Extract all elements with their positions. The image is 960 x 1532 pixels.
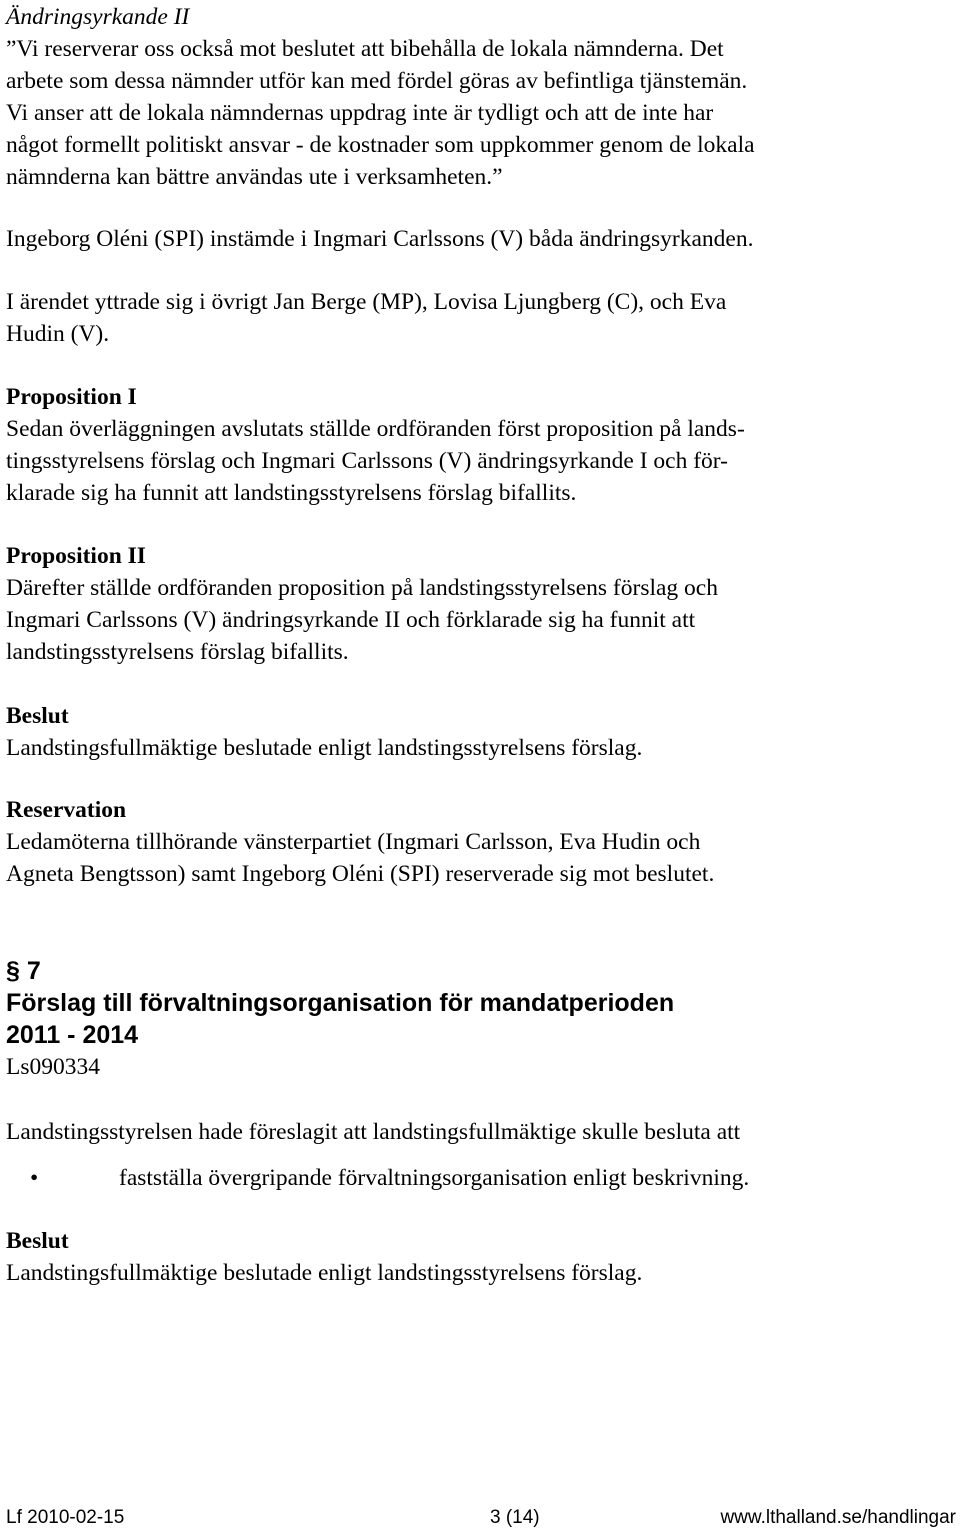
proposition-1-section [6,381,956,509]
item-7-bullet-list [6,1162,956,1194]
decision-1-heading: Beslut [6,703,69,729]
others-line: I ärendet yttrade sig i övrigt Jan Berge (MP), Lovisa Ljungberg (C), och Eva [6,289,727,315]
proposition-2-line: Ingmari Carlssons (V) ändringsyrkande II och förklarade sig ha funnit att [6,607,696,633]
amendment-title: Ändringsyrkande II [6,4,190,30]
proposition-1-heading: Proposition I [6,384,137,410]
item-7-title-line: Förslag till förvaltningsorganisation för mandatperioden [6,989,675,1017]
proposition-2-heading: Proposition II [6,543,146,569]
item-7-intro-paragraph [6,1116,956,1148]
others-line: Hudin (V). [6,321,110,347]
quote-line: Vi anser att de lokala nämndernas uppdrag inte är tydligt och att de inte har [6,100,714,126]
item-7-intro: Landstingsstyrelsen hade föreslagit att landstingsfullmäktige skulle besluta att [6,1119,741,1145]
agreement-text: Ingeborg Oléni (SPI) instämde i Ingmari Carlssons (V) båda ändringsyrkanden. [6,226,754,252]
footer-date: Lf 2010-02-15 [6,1507,125,1528]
item-7-number: § 7 [6,957,41,985]
amendment-quote [6,33,956,193]
proposition-2-line: landstingsstyrelsens förslag bifallits. [6,639,349,665]
item-7-section [6,955,956,1083]
agreement-paragraph [6,223,956,255]
list-item-text: fastställa övergripande förvaltningsorganisation enligt beskrivning. [119,1165,750,1191]
reservation-section [6,794,956,890]
amendment-section [6,1,956,193]
decision-1-section [6,700,956,764]
others-paragraph [6,286,956,350]
quote-line: arbete som dessa nämnder utför kan med fördel göras av befintliga tjänstemän. [6,68,748,94]
footer-website-link[interactable]: www.lthalland.se/handlingar [720,1507,956,1528]
quote-line: ”Vi reserverar oss också mot beslutet att bibehålla de lokala nämnderna. Det [6,36,724,62]
proposition-1-line: klarade sig ha funnit att landstingsstyrelsens förslag bifallits. [6,480,577,506]
list-item [6,1162,956,1194]
proposition-1-line: Sedan överläggningen avslutats ställde ordföranden först proposition på lands- [6,416,745,442]
decision-2-heading: Beslut [6,1228,69,1254]
reservation-heading: Reservation [6,797,127,823]
page-footer [6,1505,956,1532]
proposition-2-line: Därefter ställde ordföranden proposition på landstingsstyrelsens förslag och [6,575,718,601]
item-7-reference: Ls090334 [6,1054,100,1080]
decision-1-text: Landstingsfullmäktige beslutade enligt landstingsstyrelsens förslag. [6,735,643,761]
quote-line: något formellt politiskt ansvar - de kostnader som uppkommer genom de lokala [6,132,755,158]
footer-page-number: 3 (14) [490,1507,540,1528]
item-7-title-line: 2011 - 2014 [6,1021,139,1049]
quote-line: nämnderna kan bättre användas ute i verksamheten.” [6,164,503,190]
decision-2-text: Landstingsfullmäktige beslutade enligt landstingsstyrelsens förslag. [6,1260,643,1286]
reservation-line: Agneta Bengtsson) samt Ingeborg Oléni (SPI) reserverade sig mot beslutet. [6,861,715,887]
proposition-1-line: tingsstyrelsens förslag och Ingmari Carlssons (V) ändringsyrkande I och för- [6,448,728,474]
proposition-2-section [6,540,956,668]
bullet-icon: • [30,1165,39,1191]
reservation-line: Ledamöterna tillhörande vänsterpartiet (Ingmari Carlsson, Eva Hudin och [6,829,701,855]
decision-2-section [6,1225,956,1289]
